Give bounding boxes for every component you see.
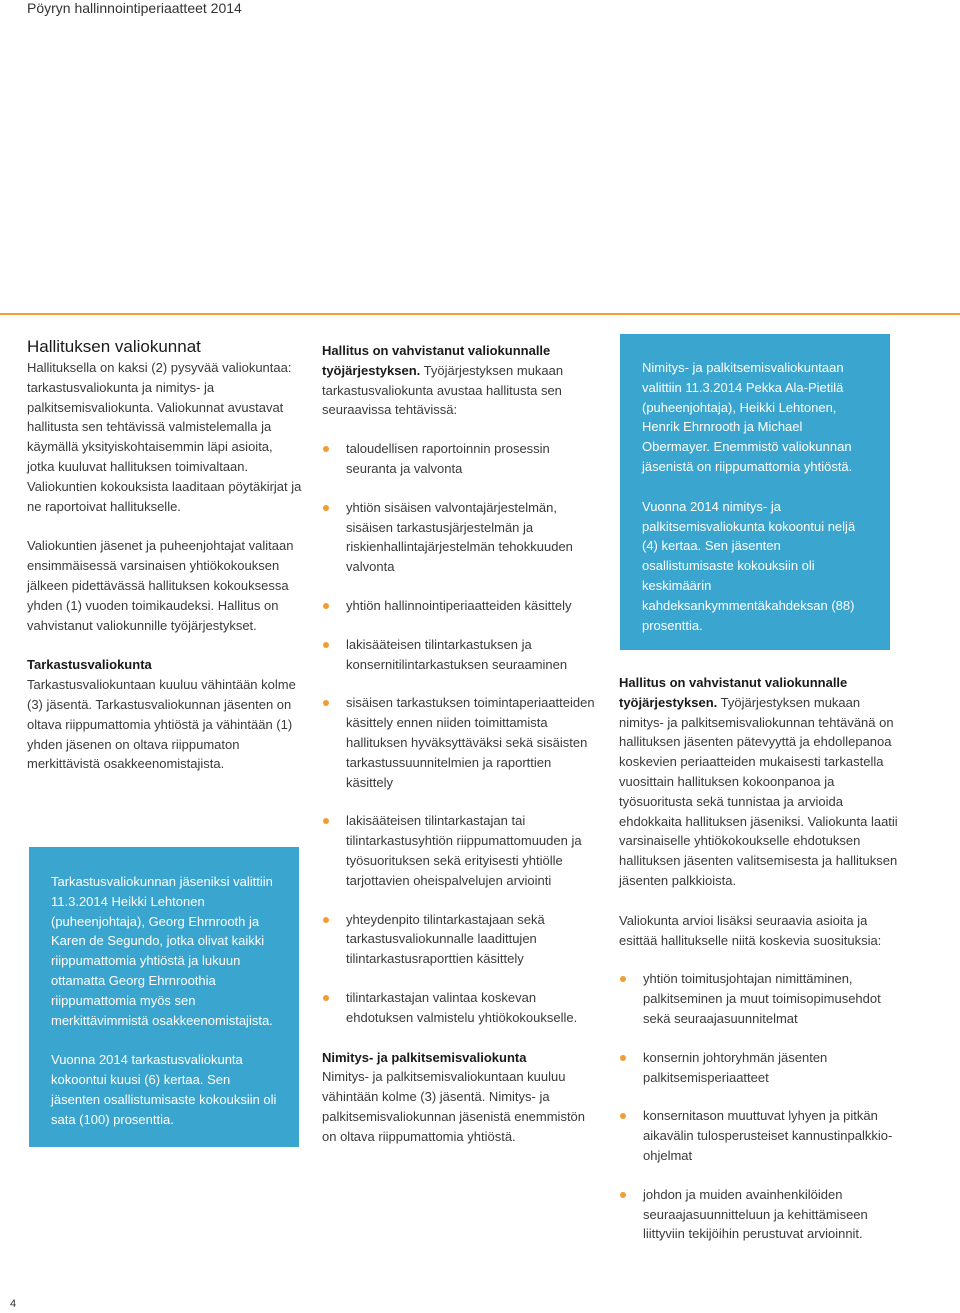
- list-item: lakisääteisen tilintarkastajan tai tilintarkastusyhtiön riippumattomuuden ja työsuorituksen sekä erityisesti yhtiölle tarjottavien oheispalvelujen arviointi: [322, 811, 597, 890]
- charter-bold-lead: Hallitus on vahvistanut valiokunnalle työjärjestyksen.: [322, 343, 551, 378]
- column-right: [619, 673, 899, 1244]
- subheading-audit-committee: Tarkastusvaliokunta: [27, 657, 152, 673]
- bullet-icon: [323, 505, 329, 511]
- nomination-committee-info-box: [620, 334, 890, 650]
- list-item: yhtiön toimitusjohtajan nimittäminen, palkitseminen ja muut toimisopimusehdot sekä seuraajasuunnitelmat: [619, 969, 899, 1028]
- bullet-icon: [323, 995, 329, 1001]
- list-item: tilintarkastajan valintaa koskevan ehdotuksen valmistelu yhtiökokoukselle.: [322, 988, 597, 1028]
- paragraph-recommendations: Valiokunta arvioi lisäksi seuraavia asioita ja esittää hallitukselle niitä koskevia suosituksia:: [619, 912, 882, 948]
- bullet-icon: [620, 976, 626, 982]
- bullet-icon: [323, 603, 329, 609]
- bullet-icon: [323, 642, 329, 648]
- list-item: konsernin johtoryhmän jäsenten palkitsemisperiaatteet: [619, 1048, 899, 1088]
- audit-duties-list: [322, 439, 597, 1027]
- bullet-icon: [620, 1113, 626, 1119]
- charter-text: Työjärjestyksen mukaan tarkastusvaliokunta avustaa hallitusta sen seuraavissa tehtävissä:: [322, 362, 564, 418]
- column-middle: [322, 341, 597, 1147]
- page-number: 4: [10, 1298, 17, 1310]
- list-item: taloudellisen raportoinnin prosessin seuranta ja valvonta: [322, 439, 597, 479]
- orange-divider: [0, 313, 960, 315]
- paragraph-audit-charter: [322, 341, 597, 420]
- list-item: johdon ja muiden avainhenkilöiden seuraajasuunnitteluun ja kehittämiseen liittyviin tekijöihin perustuvat arvioinnit.: [619, 1185, 899, 1244]
- paragraph-nomination-committee: Nimitys- ja palkitsemisvaliokuntaan kuuluu vähintään kolme (3) jäsentä. Nimitys- ja palkitsemisvaliokunnan jäsenistä enemmistön on oltava riippumattomia yhtiöstä.: [322, 1069, 586, 1144]
- list-item: yhtiön sisäisen valvontajärjestelmän, sisäisen tarkastusjärjestelmän ja riskienhallintajärjestelmän tehokkuuden valvonta: [322, 498, 597, 577]
- list-item: sisäisen tarkastuksen toimintaperiaatteiden käsittely ennen niiden toimittamista hallituksen hyväksyttäväksi sekä sisäisten tarkastussuunnitelmien ja raporttien käsittely: [322, 693, 597, 792]
- list-item: lakisääteisen tilintarkastuksen ja konsernitilintarkastuksen seuraaminen: [322, 635, 597, 675]
- box-audit-meetings: Vuonna 2014 tarkastusvaliokunta kokoontui kuusi (6) kertaa. Sen jäsenten osallistumisaste kokouksiin oli sata (100) prosenttia.: [51, 1052, 277, 1127]
- box-nomination-meetings: Vuonna 2014 nimitys- ja palkitsemisvaliokunta kokoontui neljä (4) kertaa. Sen jäsenten osallistumisaste kokouksiin oli keskimäärin kahdeksankymmentäkahdeksan (88) prosenttia.: [642, 498, 856, 633]
- audit-committee-info-box: [29, 847, 299, 1147]
- paragraph-committees-intro: Hallituksella on kaksi (2) pysyvää valiokuntaa: tarkastusvaliokunta ja nimitys- ja palkitsemisvaliokunta. Valiokunnat avustavat hallitusta sen tehtävissä valmistelemalla ja käymällä yksityiskohtaisemmin läpi asioita, jotka kuuluvat hallituksen toimivaltaan. Valiokuntien kokouksista laaditaan pöytäkirjat ja ne raportoivat hallitukselle.: [27, 360, 302, 514]
- bullet-icon: [323, 818, 329, 824]
- subheading-nomination-committee: Nimitys- ja palkitsemisvaliokunta: [322, 1049, 527, 1065]
- section-title: Hallituksen valiokunnat: [27, 337, 201, 356]
- list-item: yhteydenpito tilintarkastajaan sekä tarkastusvaliokunnalle laadittujen tilintarkastusraporttien käsittely: [322, 910, 597, 969]
- bullet-icon: [323, 446, 329, 452]
- document-header: Pöyryn hallinnointiperiaatteet 2014: [27, 0, 242, 16]
- paragraph-nomination-charter: [619, 673, 899, 891]
- list-item: yhtiön hallinnointiperiaatteiden käsittely: [322, 596, 597, 616]
- bullet-icon: [323, 700, 329, 706]
- box-nomination-members: Nimitys- ja palkitsemisvaliokuntaan valittiin 11.3.2014 Pekka Ala-Pietilä (puheenjohtaja), Heikki Lehtonen, Henrik Ehrnrooth ja Michael Obermayer. Enemmistö valiokunnan jäsenistä on riippumattomia yhtiöstä.: [642, 360, 853, 474]
- paragraph-audit-committee: Tarkastusvaliokuntaan kuuluu vähintään kolme (3) jäsentä. Tarkastusvaliokunnan jäsenten on oltava riippumattomia yhtiöstä ja vähintään (1) yhden jäsenen on oltava riippumaton merkittävistä osakkeenomistajista.: [27, 677, 296, 772]
- bullet-icon: [620, 1055, 626, 1061]
- charter-text: Työjärjestyksen mukaan nimitys- ja palkitsemisvaliokunnan tehtävänä on hallituksen jäsenten pätevyyttä ja ehdollepanoa koskevien periaatteiden mukaisesti tarkastella vuosittain hallituksen kokoonpanoa ja työsuoritusta sekä tunnistaa ja arvioida ehdokkaita hallituksen jäseniksi. Valiokunta laatii varsinaiselle yhtiökokoukselle ehdotuksen hallituksen jäsenten valitsemisesta ja hallituksen jäsenten palkkioista.: [619, 694, 898, 888]
- bullet-icon: [620, 1192, 626, 1198]
- column-left: [27, 336, 302, 774]
- bullet-icon: [323, 917, 329, 923]
- nomination-duties-list: [619, 969, 899, 1244]
- paragraph-committee-members: Valiokuntien jäsenet ja puheenjohtajat valitaan ensimmäisessä varsinaisen yhtiökokouksen jälkeen pidettävässä hallituksen kokouksessa yhden (1) vuoden toimikaudeksi. Hallitus on vahvistanut valiokunnille työjärjestykset.: [27, 538, 294, 633]
- charter-bold-lead: Hallitus on vahvistanut valiokunnalle työjärjestyksen.: [619, 675, 848, 710]
- list-item: konsernitason muuttuvat lyhyen ja pitkän aikavälin tulosperusteiset kannustinpalkkio-ohjelmat: [619, 1106, 899, 1165]
- box-audit-members: Tarkastusvaliokunnan jäseniksi valittiin 11.3.2014 Heikki Lehtonen (puheenjohtaja), Georg Ehrnrooth ja Karen de Segundo, jotka olivat kaikki riippumattomia yhtiöstä ja lukuun ottamatta Georg Ehrnroothia riippumattomia myös sen merkittävimmistä osakkeenomistajista.: [51, 874, 273, 1028]
